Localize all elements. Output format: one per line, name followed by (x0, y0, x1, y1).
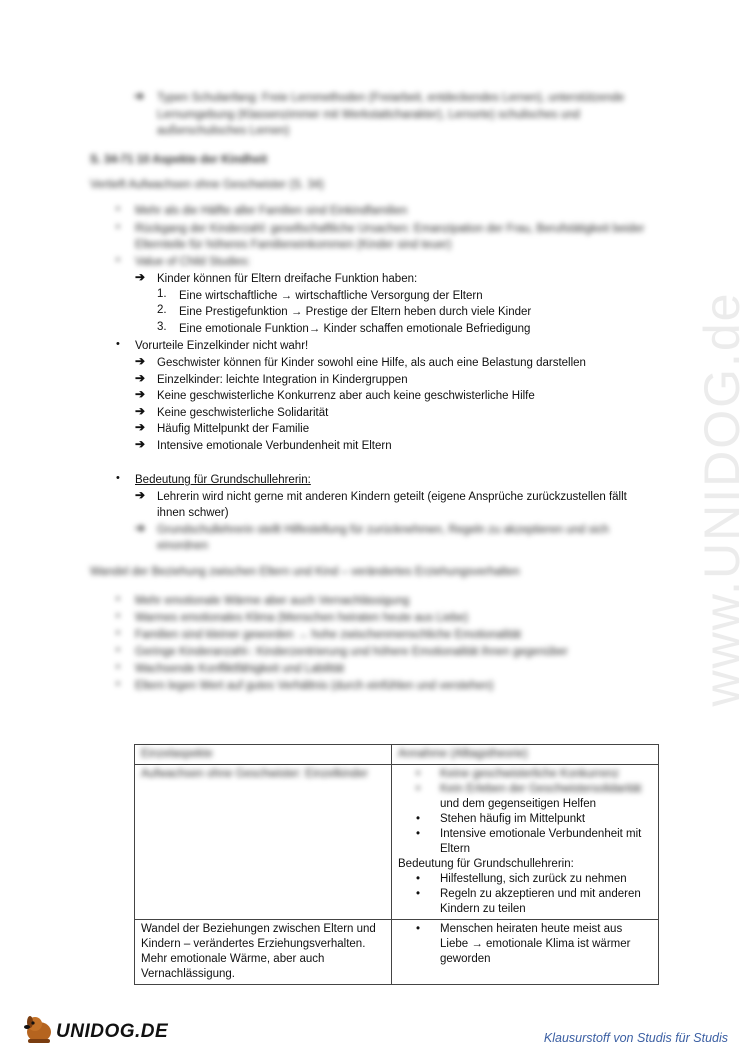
list-item: Einzelkinder: leichte Integration in Kindergruppen (157, 374, 408, 386)
blurred-text: Value of Child Studies: (135, 256, 251, 268)
arrow-icon: ➔ (135, 437, 146, 451)
blurred-text: Mehr emotionale Wärme aber auch Vernachlässigung (135, 595, 410, 607)
cell-list (398, 922, 652, 967)
blurred-text: Mehr als die Hälfte aller Familien sind Einkindfamilien (135, 205, 408, 217)
list-number: 2. (157, 304, 167, 316)
list-item: Keine geschwisterliche Konkurrenz aber auch keine geschwisterliche Hilfe (157, 390, 535, 402)
list-item: • Kein Erleben der Geschwistersolidarität (440, 782, 652, 797)
arrow-icon: ➔ (134, 89, 145, 103)
summary-table (134, 744, 659, 985)
table-row (135, 920, 659, 985)
cell-list (398, 812, 652, 857)
blurred-text: Elternteile für höheres Familieneinkommen (Kinder sind teuer) (135, 239, 452, 251)
bullet-icon: • (116, 644, 120, 656)
list-item: Eine Prestigefunktion → Prestige der Eltern heben durch viele Kinder (179, 306, 532, 318)
list-number: 1. (157, 288, 167, 300)
bullet-icon: • (116, 593, 120, 605)
section-subheading: Vertieft Aufwachsen ohne Geschwister (S. 34) (90, 179, 324, 191)
list-item: • Intensive emotionale Verbundenheit mit Eltern (440, 827, 652, 857)
list-item: • Hilfestellung, sich zurück zu nehmen (440, 872, 652, 887)
blurred-text: Familien sind kleiner geworden → hohe zwischenmenschliche Emotionalität (135, 629, 522, 641)
arrow-icon: ➔ (135, 488, 146, 502)
arrow-icon: ➔ (135, 387, 146, 401)
table-header-cell: Annahme (Alltagstheorie) (392, 745, 659, 765)
bullet-icon: • (116, 678, 120, 690)
watermark (682, 270, 750, 730)
table-cell (392, 765, 659, 920)
list-item: Eine wirtschaftliche → wirtschaftliche Versorgung der Eltern (179, 290, 483, 302)
list-item: • Menschen heiraten heute meist aus Liebe → emotionale Klima ist wärmer geworden (440, 922, 652, 967)
logo-text: UNIDOG.DE (56, 1021, 169, 1042)
section-heading: S. 34-71 10 Aspekte der Kindheit (90, 154, 268, 166)
blurred-text: Geringe Kinderanzahl-: Kinderzentrierung und höhere Emotionalität ihnen gegenüber (135, 646, 568, 658)
list-item: Lehrerin wird nicht gerne mit anderen Kindern geteilt (eigene Ansprüche zurückzustellen fällt (157, 491, 627, 503)
list-item: • Regeln zu akzeptieren und mit anderen Kindern zu teilen (440, 887, 652, 917)
cell-list (398, 767, 652, 797)
footer-tagline: Klausurstoff von Studis für Studis (543, 1031, 728, 1045)
list-number: 3. (157, 321, 167, 333)
arrow-icon: ➔ (135, 521, 146, 535)
blurred-text: Grundschullehrerin stellt Hilfestellung für zurücknehmen, Regeln zu akzeptieren und sich (157, 524, 609, 536)
bullet-icon: • (116, 661, 120, 673)
bullet-icon: • (116, 221, 120, 233)
arrow-icon: ➔ (135, 420, 146, 434)
list-item: Intensive emotionale Verbundenheit mit Eltern (157, 440, 392, 452)
bullet-icon: • (116, 627, 120, 639)
blurred-text: einordnen (157, 540, 209, 552)
table-cell (135, 765, 392, 920)
blurred-text: Typen Schulanfang: Freie Lernmethoden (Freiarbeit, entdeckendes Lernen), unterstützende (157, 92, 625, 104)
text-line: Kinder können für Eltern dreifache Funktion haben: (157, 273, 418, 285)
blurred-text: Wachsende Konfliktfähigkeit und Labilität (135, 663, 345, 675)
arrow-icon: ➔ (135, 270, 146, 284)
list-item: Keine geschwisterliche Solidarität (157, 407, 329, 419)
unidog-logo (22, 1013, 169, 1047)
text-line: Bedeutung für Grundschullehrerin: (398, 858, 574, 870)
table-cell (392, 920, 659, 985)
text-line: Vorurteile Einzelkinder nicht wahr! (135, 340, 309, 352)
watermark-text: www.UNIDOG.de (694, 291, 750, 707)
table-header-row (135, 745, 659, 765)
list-item: • Keine geschwisterliche Konkurrenz (440, 767, 652, 782)
table-cell: Wandel der Beziehungen zwischen Eltern und Kindern – verändertes Erziehungsverhalten. Mehr emotionale Wärme, aber auch Vernachlässigung. (135, 920, 392, 985)
list-item: Geschwister können für Kinder sowohl eine Hilfe, als auch eine Belastung darstellen (157, 357, 586, 369)
bullet-icon: • (116, 203, 120, 215)
blurred-text: außerschulisches Lernen) (157, 125, 290, 137)
list-item: • Stehen häufig im Mittelpunkt (440, 812, 652, 827)
bullet-icon: • (116, 254, 120, 266)
bullet-icon: • (116, 338, 120, 350)
blurred-text: Aufwachsen ohne Geschwister: Einzelkinder (141, 768, 368, 780)
blurred-text: Warmes emotionales Klima (Menschen heiraten heute aus Liebe) (135, 612, 469, 624)
table-row (135, 765, 659, 920)
arrow-icon: ➔ (135, 404, 146, 418)
bullet-icon: • (116, 472, 120, 484)
blurred-text: Rückgang der Kinderzahl: gesellschaftliche Ursachen: Emanzipation der Frau, Berufstätigkeit beider (135, 223, 645, 235)
bullet-icon: • (116, 610, 120, 622)
section-subheading: Wandel der Beziehung zwischen Eltern und Kind – verändertes Erziehungsverhalten (90, 566, 520, 578)
table-header-cell: Einzelaspekte (135, 745, 392, 765)
blurred-text: Lernumgebung (Klassenzimmer mit Werkstattcharakter), Lernorte) schulisches und (157, 109, 580, 121)
arrow-icon: ➔ (135, 371, 146, 385)
cell-list (398, 872, 652, 917)
list-item: Häufig Mittelpunkt der Familie (157, 423, 310, 435)
arrow-icon: ➔ (135, 354, 146, 368)
text-line: und dem gegenseitigen Helfen (440, 798, 597, 810)
list-item: Eine emotionale Funktion→ Kinder schaffen emotionale Befriedigung (179, 323, 531, 335)
list-item: ihnen schwer) (157, 507, 229, 519)
blurred-text: Eltern legen Wert auf gutes Verhältnis (durch einfühlen und verstehen) (135, 680, 494, 692)
text-line: Bedeutung für Grundschullehrerin: (135, 474, 311, 486)
